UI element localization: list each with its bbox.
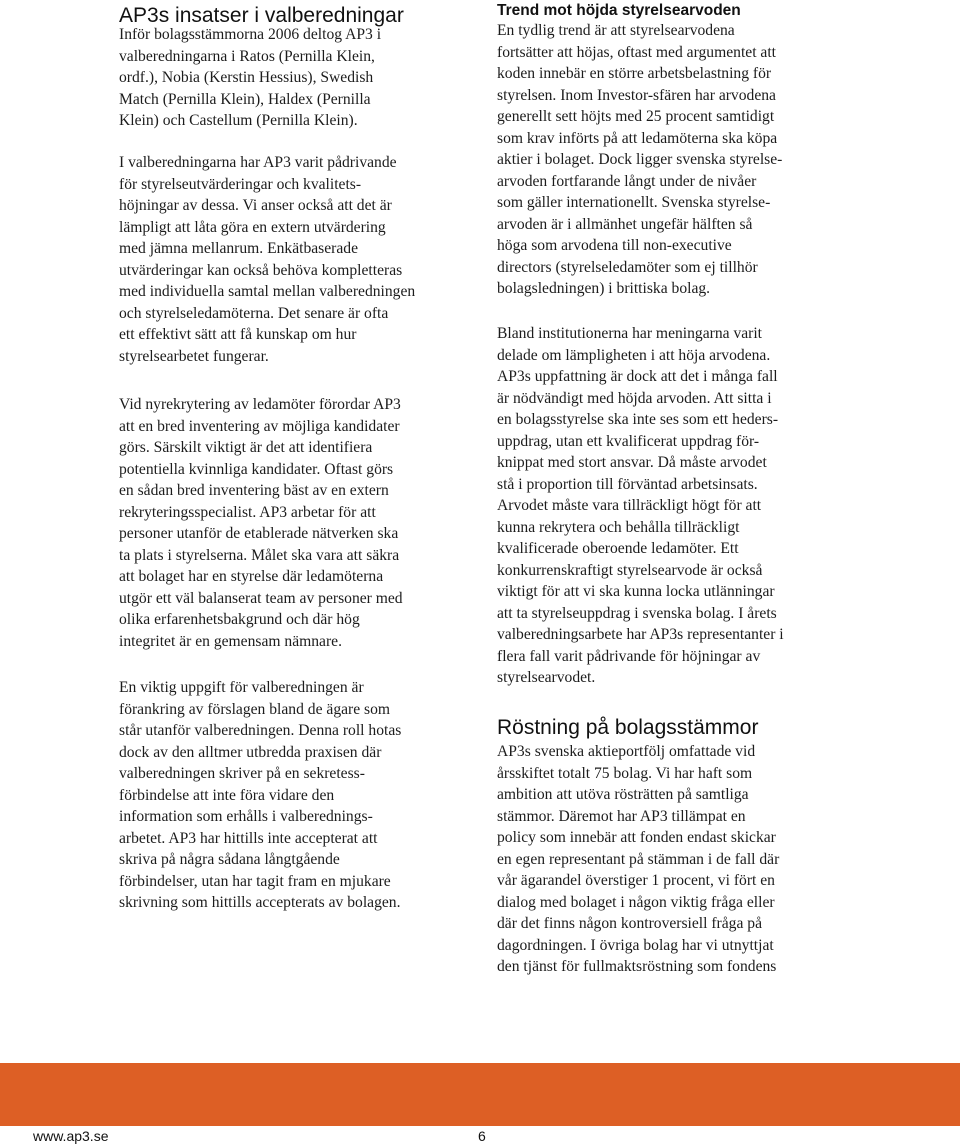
text-line: Match (Pernilla Klein), Haldex (Pernilla <box>119 90 371 108</box>
text-line: valberedningen skriver på en sekretess- <box>119 765 365 782</box>
text-line: en bolagsstyrelse ska inte ses som ett heders- <box>497 411 779 428</box>
text-line: ta plats i styrelserna. Målet ska vara att säkra <box>119 546 400 564</box>
text-line: AP3s uppfattning är dock att det i många fall <box>497 368 778 385</box>
text-line: personer utanför de etablerade nätverken ska <box>119 525 399 542</box>
text-line: står utanför valberedningen. Denna roll hotas <box>119 722 402 739</box>
text-line: arvoden fortfarande långt under de nivåer <box>497 172 757 190</box>
text-line: med individuella samtal mellan valberedningen <box>119 283 416 300</box>
paragraph <box>497 741 779 978</box>
text-line: som krav införts på att ledamöterna ska köpa <box>497 129 778 147</box>
text-line: den tjänst för fullmaktsröstning som fondens <box>497 958 777 975</box>
paragraph <box>497 323 784 689</box>
text-line: skriva på några sådana långtgående <box>119 851 340 868</box>
text-line: I valberedningarna har AP3 varit pådrivande <box>119 154 397 171</box>
text-line: vår ägarandel överstiger 1 procent, vi fört en <box>497 872 775 889</box>
section-heading-valberedningar: AP3s insatser i valberedningar <box>119 4 404 27</box>
text-line: AP3s svenska aktieportfölj omfattade vid <box>497 743 756 760</box>
text-line: Inför bolagsstämmorna 2006 deltog AP3 i <box>119 26 382 43</box>
text-line: viktigt för att vi ska kunna locka utlänningar <box>497 583 775 600</box>
text-line: med jämna mellanrum. Enkätbaserade <box>119 240 359 257</box>
text-line: flera fall varit pådrivande för höjningar av <box>497 647 761 665</box>
text-line: fortsätter att höjas, oftast med argumentet att <box>497 43 777 61</box>
text-line: dock av den alltmer utbredda praxisen där <box>119 743 382 761</box>
text-line: att ta styrelseuppdrag i svenska bolag. I årets <box>497 604 777 622</box>
text-line: lämpligt att låta göra en extern utvärdering <box>119 218 386 236</box>
text-line: stämmor. Däremot har AP3 tillämpat en <box>497 807 746 825</box>
text-line: arvoden är i allmänhet ungefär hälften så <box>497 215 753 233</box>
text-line: höga som arvodena till non-executive <box>497 237 732 254</box>
text-line: ett effektivt sätt att få kunskap om hur <box>119 326 357 343</box>
text-line: stå i proportion till förväntad arbetsinsats. <box>497 475 758 493</box>
text-line: styrelsearvodet. <box>497 669 596 686</box>
paragraph <box>119 394 403 652</box>
text-line: rekryteringsspecialist. AP3 arbetar för att <box>119 503 376 521</box>
text-line: höjningar av dessa. Vi anser också att det är <box>119 197 392 214</box>
paragraph <box>119 24 381 132</box>
text-line: en egen representant på stämman i de fall där <box>497 850 780 868</box>
text-line: arbetet. AP3 har hittills inte accepterat att <box>119 829 378 847</box>
text-line: ambition att utöva rösträtten på samtliga <box>497 786 749 803</box>
text-line: bolagsledningen) i brittiska bolag. <box>497 280 711 297</box>
text-line: uppdrag, utan ett kvalificerat uppdrag för- <box>497 432 760 450</box>
text-line: görs. Särskilt viktigt är det att identifiera <box>119 439 373 456</box>
text-line: är nödvändigt med höjda arvoden. Att sitta i <box>497 389 772 407</box>
text-line: dialog med bolaget i någon viktig fråga eller <box>497 893 775 911</box>
text-line: delade om lämpligheten i att höja arvodena. <box>497 346 771 364</box>
text-line: där det finns någon kontroversiell fråga på <box>497 915 763 932</box>
text-line: Vid nyrekrytering av ledamöter förordar AP3 <box>119 396 401 413</box>
text-line: att bolaget har en styrelse där ledamöterna <box>119 568 384 585</box>
text-line: förbindelser, utan har tagit fram en mjukare <box>119 872 391 890</box>
text-line: valberedningsarbete har AP3s representanter i <box>497 626 784 643</box>
text-line: Arvodet måste vara tillräckligt högt för att <box>497 497 762 514</box>
text-line: integritet är en gemensam nämnare. <box>119 632 342 650</box>
text-line: att en bred inventering av möjliga kandidater <box>119 417 400 435</box>
text-line: som gäller internationellt. Svenska styrelse- <box>497 194 771 211</box>
text-line: förbindelse att inte föra vidare den <box>119 786 335 804</box>
text-line: information som erhålls i valberednings- <box>119 808 373 825</box>
section-heading-rostning: Röstning på bolagsstämmor <box>497 716 759 739</box>
text-line: En viktig uppgift för valberedningen är <box>119 679 364 696</box>
text-line: styrelsen. Inom Investor-sfären har arvodena <box>497 86 776 104</box>
text-line: utvärderingar kan också behöva kompletteras <box>119 261 403 279</box>
text-line: Bland institutionerna har meningarna varit <box>497 325 763 342</box>
text-line: och styrelseledamöterna. Det senare är ofta <box>119 304 389 322</box>
page-number: 6 <box>478 1128 486 1144</box>
text-line: koden innebär en större arbetsbelastning för <box>497 65 772 82</box>
text-line: directors (styrelseledamöter som ej tillhör <box>497 258 758 276</box>
text-line: valberedningarna i Ratos (Pernilla Klein, <box>119 47 375 65</box>
text-line: skrivning som hittills accepterats av bolagen. <box>119 894 401 911</box>
text-line: förankring av förslagen bland de ägare som <box>119 700 391 718</box>
text-line: olika erfarenhetsbakgrund och där hög <box>119 611 360 628</box>
text-line: för styrelseutvärderingar och kvalitets- <box>119 175 362 193</box>
text-line: knippat med stort ansvar. Då måste arvodet <box>497 454 767 471</box>
text-line: styrelsearbetet fungerar. <box>119 347 269 365</box>
text-line: kunna rekrytera och behålla tillräckligt <box>497 518 740 536</box>
paragraph <box>119 677 401 914</box>
text-line: potentiella kvinnliga kandidater. Oftast görs <box>119 460 394 478</box>
text-line: kvalificerade oberoende ledamöter. Ett <box>497 540 739 557</box>
paragraph <box>497 20 782 300</box>
text-line: ordf.), Nobia (Kerstin Hessius), Swedish <box>119 69 374 86</box>
footer-url-link[interactable]: www.ap3.se <box>33 1128 109 1144</box>
section-heading-styrelsearvoden: Trend mot höjda styrelsearvoden <box>497 2 741 19</box>
text-line: En tydlig trend är att styrelsearvodena <box>497 22 735 39</box>
text-line: generellt sett höjts med 25 procent samtidigt <box>497 108 775 125</box>
text-line: Klein) och Castellum (Pernilla Klein). <box>119 112 358 129</box>
text-line: årsskiftet totalt 75 bolag. Vi har haft som <box>497 764 753 782</box>
text-line: policy som innebär att fonden endast skickar <box>497 829 776 846</box>
paragraph <box>119 152 415 367</box>
text-line: en sådan bred inventering bäst av en extern <box>119 482 389 499</box>
text-line: utgör ett väl balanserat team av personer med <box>119 589 403 607</box>
text-line: dagordningen. I övriga bolag har vi utnyttjat <box>497 936 774 954</box>
footer-accent-bar <box>0 1063 960 1126</box>
text-line: konkurrenskraftigt styrelsearvode är också <box>497 561 763 579</box>
text-line: aktier i bolaget. Dock ligger svenska styrelse- <box>497 151 783 168</box>
